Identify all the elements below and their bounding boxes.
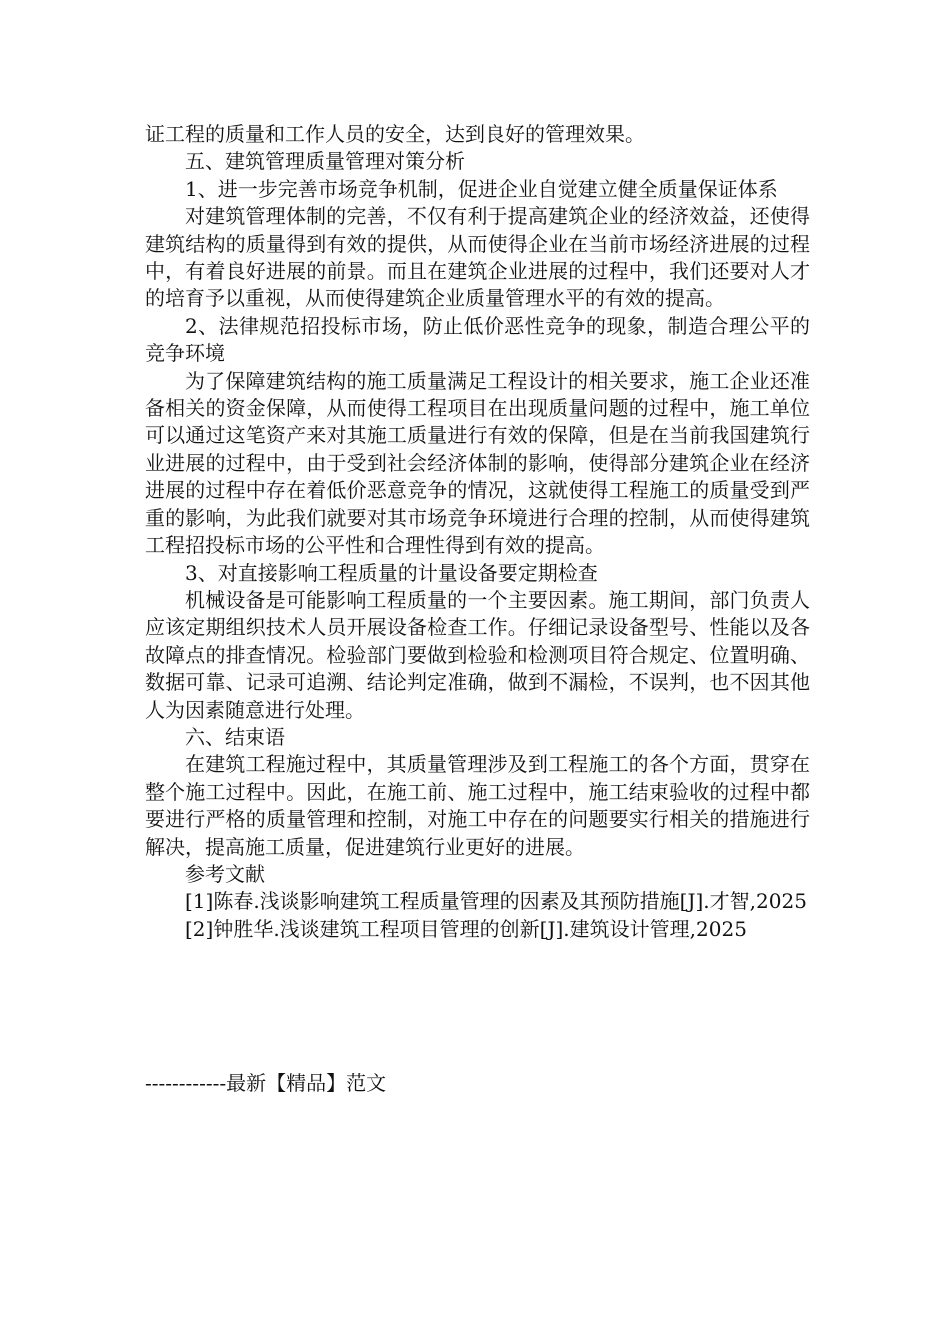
paragraph: 为了保障建筑结构的施工质量满足工程设计的相关要求，施工企业还准备相关的资金保障，从而使得工程项目在出现质量问题的过程中，施工单位可以通过这笔资产来对其施工质量进行有效的保障，但是在当前我国建筑行业进展的过程中，由于受到社会经济体制的影响，使得部分建筑企业在经济进展的过程中存在着低价恶意竞争的情况，这就使得工程施工的质量受到严重的影响，为此我们就要对其市场竞争环境进行合理的控制，从而使得建筑工程招投标市场的公平性和合理性得到有效的提高。 [145, 368, 810, 558]
paragraph: 对建筑管理体制的完善，不仅有利于提高建筑企业的经济效益，还使得建筑结构的质量得到有效的提供，从而使得企业在当前市场经济进展的过程中，有着良好进展的前景。而且在建筑企业进展的过程中，我们还要对人才的培育予以重视，从而使得建筑企业质量管理水平的有效的提高。 [145, 204, 810, 311]
footer-banner: ------------最新【精品】范文 [145, 1071, 387, 1095]
document-body [145, 121, 810, 943]
subsection-heading-3: 3、对直接影响工程质量的计量设备要定期检查 [185, 560, 598, 585]
reference-item: [2]钟胜华.浅谈建筑工程项目管理的创新[J].建筑设计管理,2025 [185, 916, 747, 941]
paragraph-continuation: 证工程的质量和工作人员的安全，达到良好的管理效果。 [145, 122, 645, 146]
section-heading-6: 六、结束语 [185, 724, 285, 749]
reference-item: [1]陈春.浅谈影响建筑工程质量管理的因素及其预防措施[J].才智,2025 [185, 889, 807, 914]
paragraph: 机械设备是可能影响工程质量的一个主要因素。施工期间，部门负责人应该定期组织技术人员开展设备检查工作。仔细记录设备型号、性能以及各故障点的排查情况。检验部门要做到检验和检测项目符合规定、位置明确、数据可靠、记录可追溯、结论判定准确，做到不漏检，不误判，也不因其他人为因素随意进行处理。 [145, 587, 810, 722]
section-heading-5: 五、建筑管理质量管理对策分析 [185, 149, 465, 174]
subsection-heading-2: 2、法律规范招投标市场，防止低价恶性竞争的现象，制造合理公平的竞争环境 [145, 313, 810, 366]
references-heading: 参考文献 [185, 861, 265, 886]
subsection-heading-1: 1、进一步完善市场竞争机制，促进企业自觉建立健全质量保证体系 [185, 176, 778, 201]
paragraph: 在建筑工程施过程中，其质量管理涉及到工程施工的各个方面，贯穿在整个施工过程中。因此，在施工前、施工过程中，施工结束验收的过程中都要进行严格的质量管理和控制，对施工中存在的问题要实行相关的措施进行解决，提高施工质量，促进建筑行业更好的进展。 [145, 752, 810, 859]
